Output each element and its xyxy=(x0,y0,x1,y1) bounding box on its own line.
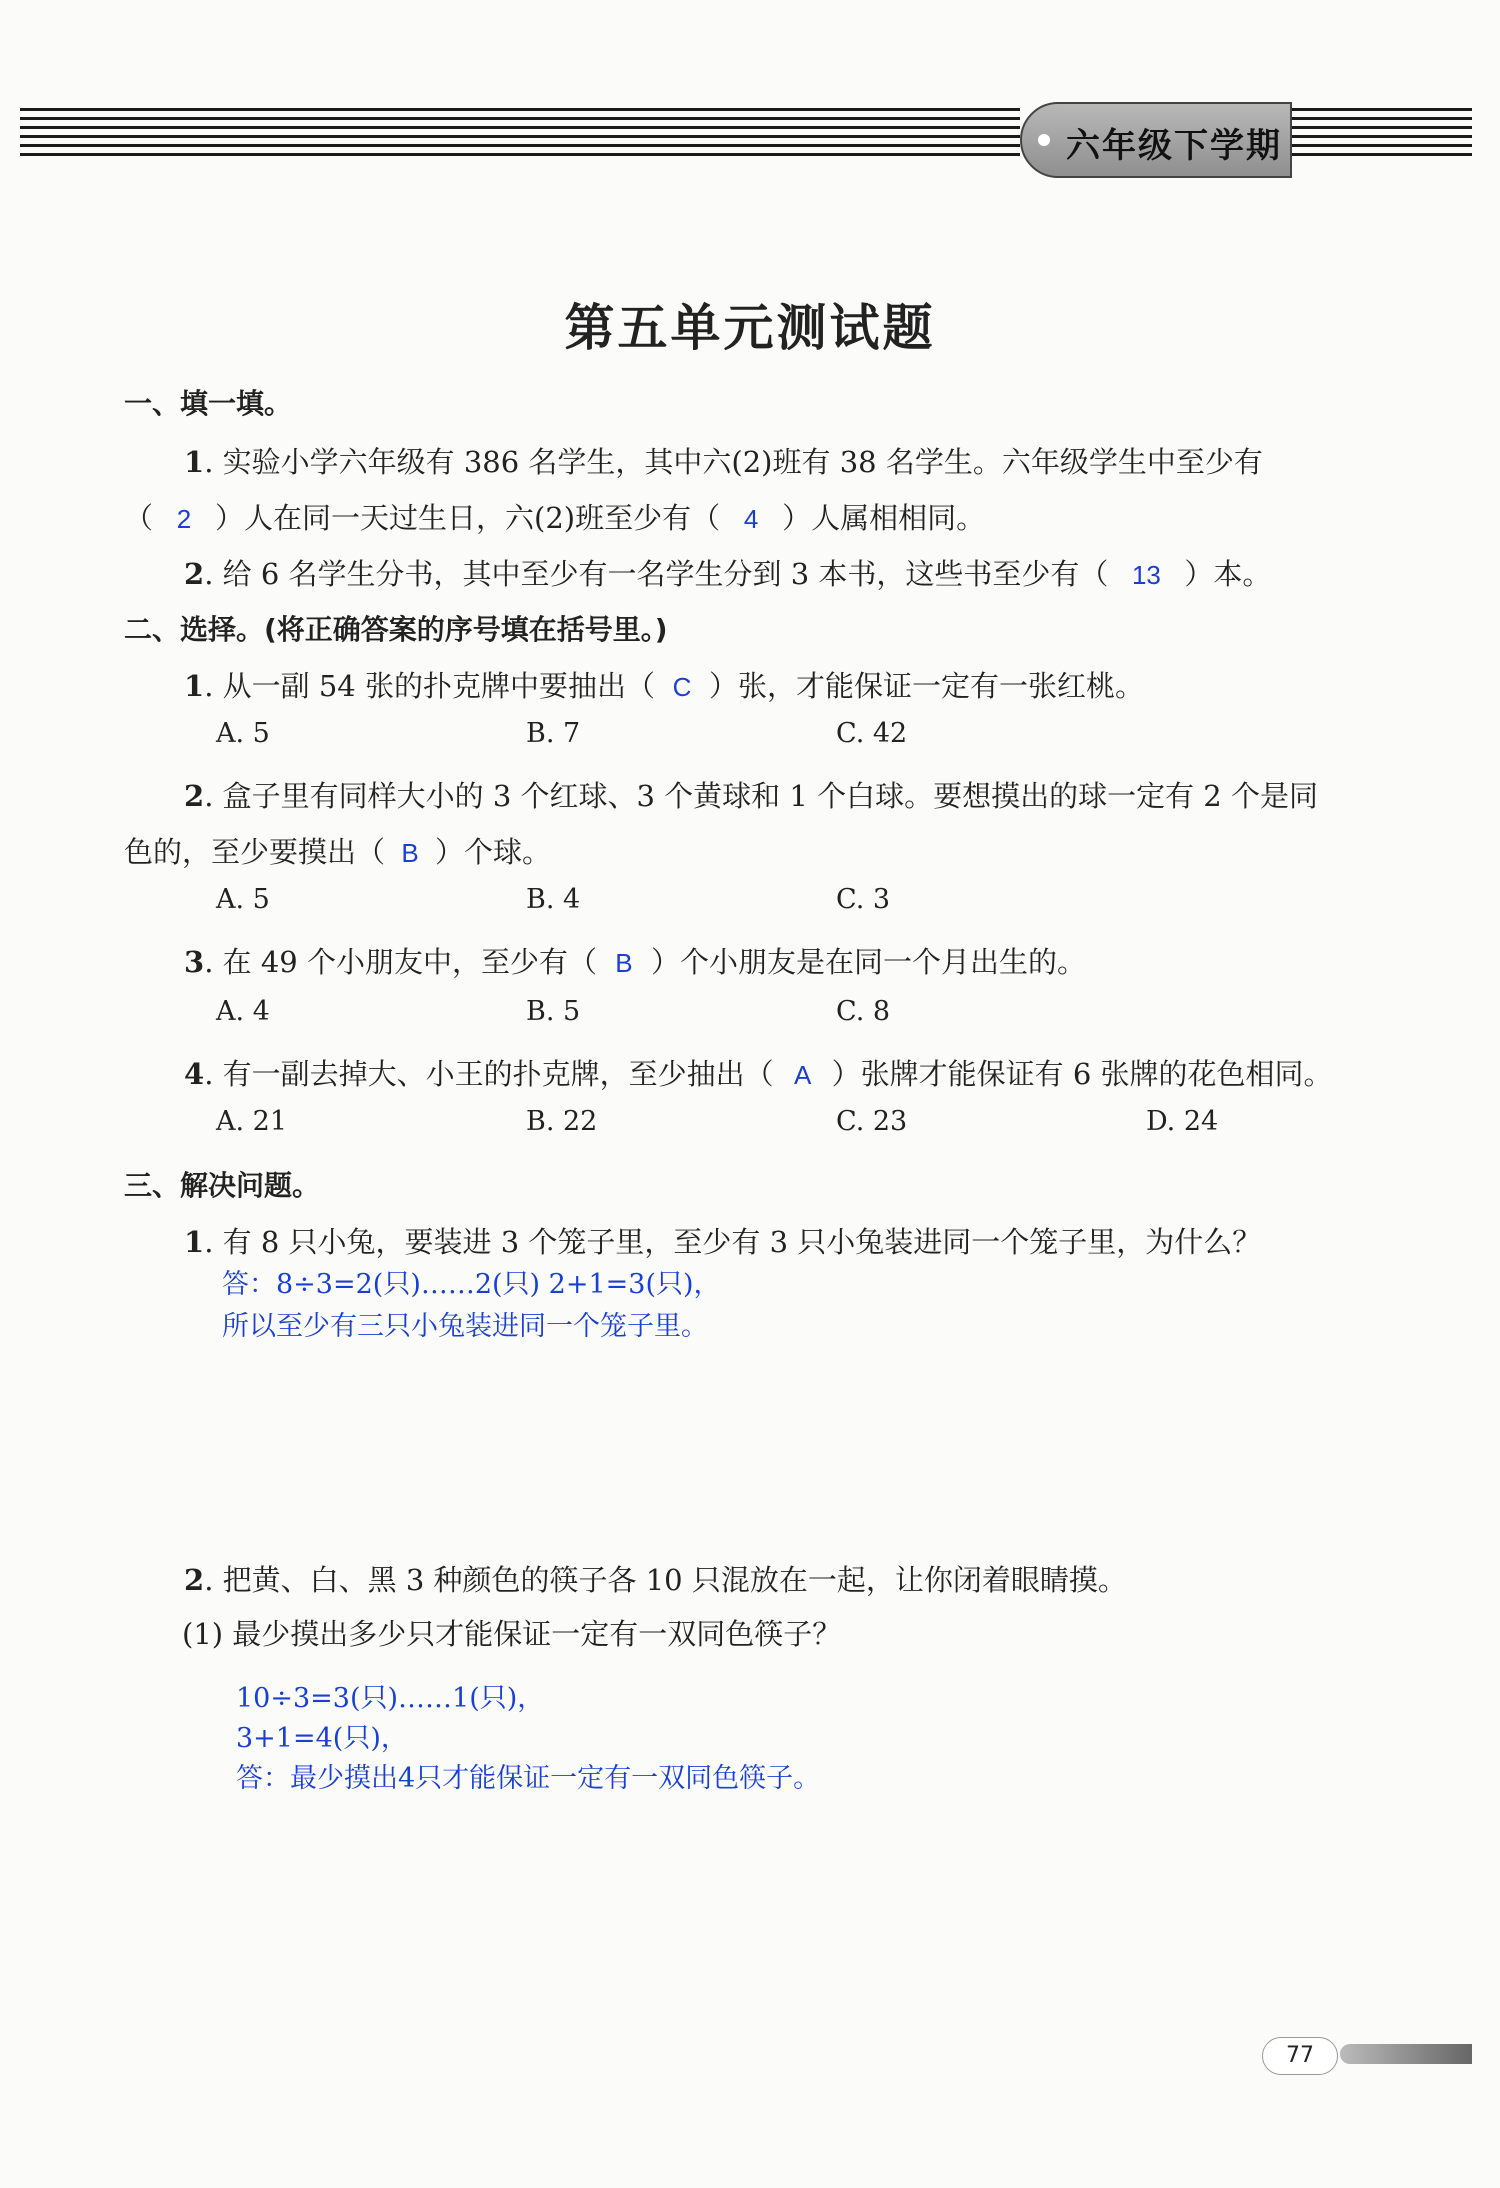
grade-tab-label: 六年级下学期 xyxy=(1066,126,1282,166)
s1-q2-end: ）本。 xyxy=(1184,557,1272,591)
s2-q4-end: ）张牌才能保证有 6 张牌的花色相同。 xyxy=(831,1057,1333,1091)
s1-q2-number: 2 xyxy=(184,557,205,591)
s3-q1-number: 1 xyxy=(184,1225,205,1259)
s1-q1-answer-1: 2 xyxy=(176,504,192,534)
s3-q2-line xyxy=(184,1558,1127,1599)
s2-q1-text: . 从一副 54 张的扑克牌中要抽出（ xyxy=(204,669,655,703)
page-title: 第五单元测试题 xyxy=(564,299,936,357)
s2-q3-text: . 在 49 个小朋友中，至少有（ xyxy=(204,945,597,979)
s2-q1-number: 1 xyxy=(184,669,205,703)
s1-q1-number: 1 xyxy=(184,445,205,479)
s2-q4-option-c: C. 23 xyxy=(836,1106,908,1137)
header-rule-left xyxy=(20,108,1020,166)
s1-q1-end: ）人属相相同。 xyxy=(782,501,986,535)
footer-bar xyxy=(1340,2044,1472,2064)
page-number: 77 xyxy=(1262,2037,1338,2075)
s2-q3-number: 3 xyxy=(184,945,205,979)
s2-q1-option-a: A. 5 xyxy=(216,718,270,749)
tab-dot-icon xyxy=(1038,134,1050,146)
s3-q1-text: . 有 8 只小兔，要装进 3 个笼子里，至少有 3 只小兔装进同一个笼子里，为什么？ xyxy=(204,1225,1262,1259)
s2-q3-answer: B xyxy=(615,948,633,978)
s2-q4-line xyxy=(184,1052,1333,1093)
header-rule-right xyxy=(1292,108,1472,166)
s2-q3-option-b: B. 5 xyxy=(526,996,581,1027)
s2-q4-option-b: B. 22 xyxy=(526,1106,598,1137)
s2-q1-answer: C xyxy=(672,672,692,702)
s1-q1-answer-2: 4 xyxy=(743,504,759,534)
s2-q2-line1 xyxy=(184,774,1318,815)
s2-q2-end: ）个球。 xyxy=(435,835,552,869)
s2-q3-line xyxy=(184,940,1086,981)
s2-q2-number: 2 xyxy=(184,779,205,813)
s2-q2-text: . 盒子里有同样大小的 3 个红球、3 个黄球和 1 个白球。要想摸出的球一定有 2 个是同 xyxy=(204,779,1318,813)
s3-q2-number: 2 xyxy=(184,1563,205,1597)
s1-q1-line1 xyxy=(184,440,1263,481)
s3-q2-sub-1: (1) 最少摸出多少只才能保证一定有一双同色筷子？ xyxy=(182,1617,842,1651)
section-3-heading: 三、解决问题。 xyxy=(124,1169,321,1202)
s2-q4-answer: A xyxy=(793,1060,812,1090)
s2-q1-option-c: C. 42 xyxy=(836,718,908,749)
s3-q2-answer-line-2: 3+1=4(只)， xyxy=(236,1723,408,1754)
section-1-heading: 一、填一填。 xyxy=(124,387,293,420)
s2-q4-option-d: D. 24 xyxy=(1146,1106,1219,1137)
s1-q1-open: （ xyxy=(124,501,154,535)
s2-q1-option-b: B. 7 xyxy=(526,718,581,749)
s3-q1-line xyxy=(184,1220,1261,1261)
s2-q1-end: ）张，才能保证一定有一张红桃。 xyxy=(708,669,1144,703)
s2-q4-option-a: A. 21 xyxy=(216,1106,288,1137)
s2-q4-text: . 有一副去掉大、小王的扑克牌，至少抽出（ xyxy=(204,1057,774,1091)
s2-q2-option-b: B. 4 xyxy=(526,884,581,915)
s2-q3-end: ）个小朋友是在同一个月出生的。 xyxy=(650,945,1086,979)
s2-q2-option-a: A. 5 xyxy=(216,884,270,915)
s3-q1-answer-line-2: 所以至少有三只小兔装进同一个笼子里。 xyxy=(222,1311,708,1342)
s3-q2-answer-line-1: 10÷3=3(只)……1(只)， xyxy=(236,1683,545,1714)
section-2-heading: 二、选择。(将正确答案的序号填在括号里。) xyxy=(124,613,668,646)
s2-q1-line xyxy=(184,664,1144,705)
s2-q2-text-2: 色的，至少要摸出（ xyxy=(124,835,386,869)
s1-q2-answer: 13 xyxy=(1131,560,1161,590)
s3-q2-text: . 把黄、白、黑 3 种颜色的筷子各 10 只混放在一起，让你闭着眼睛摸。 xyxy=(204,1563,1127,1597)
s2-q3-option-a: A. 4 xyxy=(216,996,270,1027)
s1-q1-mid: ）人在同一天过生日，六(2)班至少有（ xyxy=(215,501,721,535)
s3-q2-answer-line-3: 答：最少摸出4只才能保证一定有一双同色筷子。 xyxy=(236,1763,821,1794)
s2-q2-answer: B xyxy=(401,838,419,868)
s2-q3-option-c: C. 8 xyxy=(836,996,891,1027)
s1-q2-line xyxy=(184,552,1271,593)
s2-q4-number: 4 xyxy=(184,1057,205,1091)
s2-q2-line2 xyxy=(124,830,551,871)
s1-q1-text: . 实验小学六年级有 386 名学生，其中六(2)班有 38 名学生。六年级学生中至少有 xyxy=(204,445,1263,479)
s2-q2-option-c: C. 3 xyxy=(836,884,891,915)
s1-q1-line2 xyxy=(124,496,985,537)
s3-q1-answer-line-1: 答：8÷3=2(只)……2(只) 2+1=3(只)， xyxy=(222,1269,721,1300)
grade-tab xyxy=(1020,102,1292,178)
s1-q2-text: . 给 6 名学生分书，其中至少有一名学生分到 3 本书，这些书至少有（ xyxy=(204,557,1109,591)
